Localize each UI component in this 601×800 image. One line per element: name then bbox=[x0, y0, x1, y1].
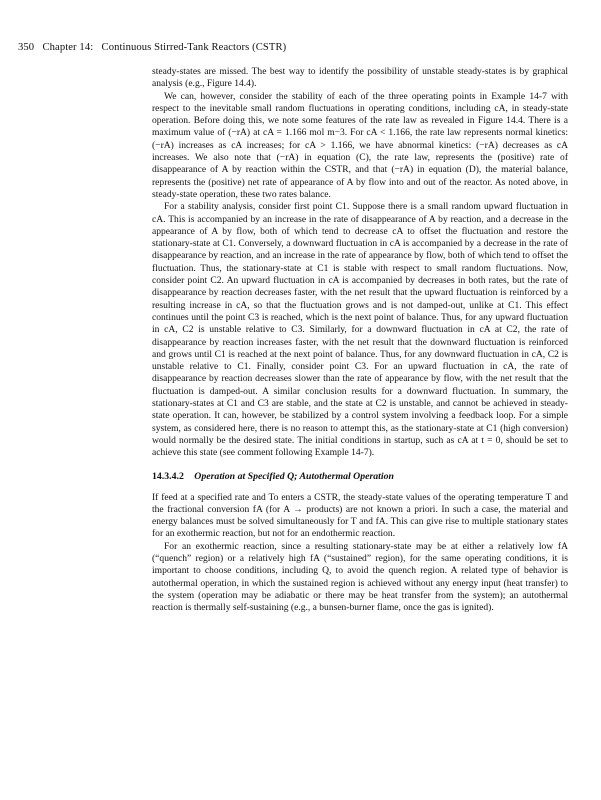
paragraph-2: We can, however, consider the stability of each of the three operating points in Example 14-7 with respect to the inevitable small random fluctuations in operating conditions, including cA, in steady-state operation. Before doing this, we note some features of the rate law as revealed in Figure 14.4. There is a maximum value of (−rA) at cA = 1.166 mol m−3. For cA < 1.166, the rate law represents normal kinetics: (−rA) increases as cA increases; for cA > 1.166, we have abnormal kinetics: (−rA) decreases as cA increases. We also note that (−rA) in equation (C), the rate law, represents the (positive) rate of disappearance of A by reaction within the CSTR, and that (−rA) in equation (D), the material balance, represents the (positive) net rate of appearance of A by flow into and out of the reactor. As noted above, in steady-state operation, these two rates balance. bbox=[152, 90, 568, 200]
chapter-label: Chapter 14: bbox=[42, 42, 94, 53]
paragraph-5: For an exothermic reaction, since a resulting stationary-state may be at either a relatively low fA (“quench” region) or a relatively high fA (“sustained” region), for the same operating conditions, it is important to choose conditions, including Q, to avoid the quench region. A related type of behavior is autothermal operation, in which the sustained region is achieved without any energy input (heat transfer) to the system (operation may be adiabatic or there may be heat transfer from the system); an autothermal reaction is thermally self-sustaining (e.g., a bunsen-burner flame, once the gas is ignited). bbox=[152, 540, 568, 614]
paragraph-1: steady-states are missed. The best way to identify the possibility of unstable steady-states is by graphical analysis (e.g., Figure 14.4). bbox=[152, 66, 568, 90]
section-title: Operation at Specified Q; Autothermal Operation bbox=[194, 470, 394, 482]
chapter-title: Continuous Stirred-Tank Reactors (CSTR) bbox=[101, 42, 287, 53]
paragraph-4: If feed at a specified rate and To enters a CSTR, the steady-state values of the operating temperature T and the fractional conversion fA (for A → products) are not known a priori. In such a case, the material and energy balances must be solved simultaneously for T and fA. This can give rise to multiple stationary states for an exothermic reaction, but not for an endothermic reaction. bbox=[152, 491, 568, 540]
page-number: 350 bbox=[18, 42, 35, 53]
section-number: 14.3.4.2 bbox=[152, 470, 184, 482]
paragraph-3: For a stability analysis, consider first point C1. Suppose there is a small random upward fluctuation in cA. This is accompanied by an increase in the rate of disappearance of A by reaction, and a decrease in the appearance of A by flow, both of which tend to decrease cA to offset the fluctuation and restore the stationary-state at C1. Conversely, a downward fluctuation in cA is accompanied by a decrease in the rate of disappearance by reaction, and an increase in the rate of appearance by flow, both of which tend to offset the fluctuation. Thus, the stationary-state at C1 is stable with respect to small random fluctuations. Now, consider point C2. An upward fluctuation in cA is accompanied by decreases in both rates, but the rate of disappearance by reaction decreases faster, with the net result that the upward fluctuation is reinforced by a resulting increase in cA, so that the fluctuation grows and is not damped-out, unlike at C1. This effect continues until the point C3 is reached, which is the next point of balance. Thus, for any upward fluctuation in cA, C2 is unstable relative to C3. Similarly, for a downward fluctuation in cA at C2, the rate of disappearance by reaction increases faster, with the net result that the downward fluctuation is reinforced and grows until C1 is reached at the next point of balance. Thus, for any downward fluctuation in cA, C2 is unstable relative to C1. Finally, consider point C3. For an upward fluctuation in cA, the rate of disappearance by reaction decreases slower than the rate of appearance by flow, with the net result that the fluctuation is damped-out. A similar conclusion results for a downward fluctuation. In summary, the stationary-states at C1 and C3 are stable, and the state at C2 is unstable, and cannot be achieved in steady-state operation. It can, however, be stabilized by a control system involving a feedback loop. For a simple system, as considered here, there is no reason to attempt this, as the stationary-state at C1 (high conversion) would normally be the desired state. The initial conditions in startup, such as cA at t = 0, should be set to achieve this state (see comment following Example 14-7). bbox=[152, 201, 568, 459]
page-body bbox=[152, 66, 568, 614]
section-heading bbox=[152, 471, 568, 482]
running-head bbox=[18, 42, 286, 53]
